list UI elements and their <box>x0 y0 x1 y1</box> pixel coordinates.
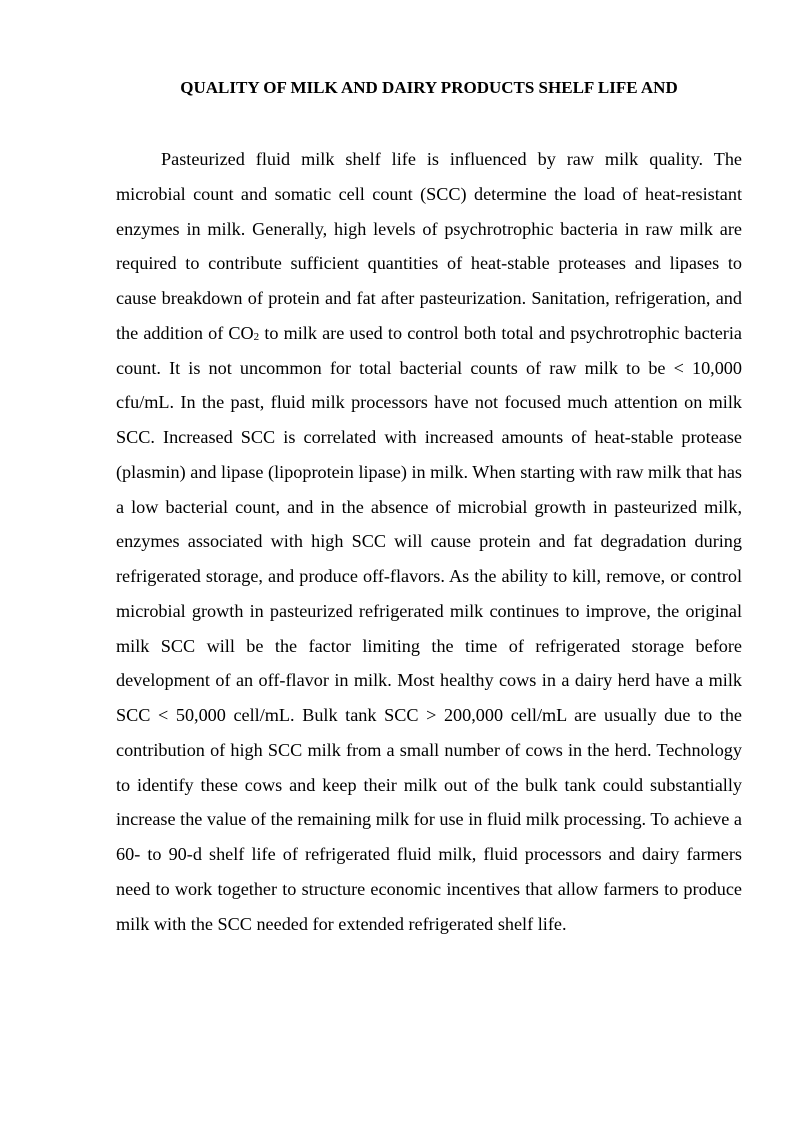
document-title: QUALITY OF MILK AND DAIRY PRODUCTS SHELF LIFE AND <box>180 78 678 97</box>
body-paragraph <box>116 142 742 941</box>
paragraph-text-part-2: to milk are used to control both total and psychrotrophic bacteria count. It is not uncommon for total bacterial counts of raw milk to be < 10,000 cfu/mL. In the past, fluid milk processors have not focused much attention on milk SCC. Increased SCC is correlated with increased amounts of heat-stable protease (plasmin) and lipase (lipoprotein lipase) in milk. When starting with raw milk that has a low bacterial count, and in the absence of microbial growth in pasteurized milk, enzymes associated with high SCC will cause protein and fat degradation during refrigerated storage, and produce off-flavors. As the ability to kill, remove, or control microbial growth in pasteurized refrigerated milk continues to improve, the original milk SCC will be the factor limiting the time of refrigerated storage before development of an off-flavor in milk. Most healthy cows in a dairy herd have a milk SCC < 50,000 cell/mL. Bulk tank SCC > 200,000 cell/mL are usually due to the contribution of high SCC milk from a small number of cows in the herd. Technology to identify these cows and keep their milk out of the bulk tank could substantially increase the value of the remaining milk for use in fluid milk processing. To achieve a 60- to 90-d shelf life of refrigerated fluid milk, fluid processors and dairy farmers need to work together to structure economic incentives that allow farmers to produce milk with the SCC needed for extended refrigerated shelf life. <box>116 322 742 934</box>
co2-subscript: 2 <box>253 330 260 343</box>
paragraph-text-part-1: Pasteurized fluid milk shelf life is influenced by raw milk quality. The microbial count and somatic cell count (SCC) determine the load of heat-resistant enzymes in milk. Generally, high levels of psychrotrophic bacteria in raw milk are required to contribute sufficient quantities of heat-stable proteases and lipases to cause breakdown of protein and fat after pasteurization. Sanitation, refrigeration, and the addition of CO <box>116 149 742 343</box>
